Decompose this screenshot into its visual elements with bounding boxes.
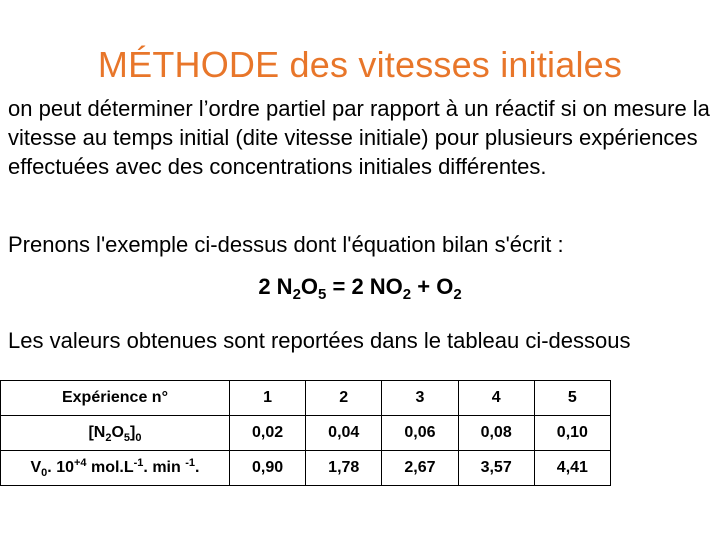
header-label-cell: Expérience n° [1, 381, 230, 416]
equation-subscript: 5 [318, 286, 327, 303]
concentration-cell: 0,04 [306, 416, 382, 451]
speed-cell: 2,67 [382, 451, 458, 486]
equation-part: 2 N [258, 274, 293, 299]
intro-paragraph: on peut déterminer l’ordre partiel par rapport à un réactif si on mesure la vitesse au temps initial (dite vitesse initiale) pour plusieurs expériences effectuées avec des concentrations initiales différentes. [8, 96, 710, 179]
label-part: . min [143, 459, 186, 476]
label-superscript: -1 [185, 457, 195, 469]
concentration-cell: 0,06 [382, 416, 458, 451]
example-paragraph: Prenons l'exemple ci-dessus dont l'équation bilan s'écrit : [8, 232, 564, 257]
table-row-experiment [1, 381, 611, 416]
label-subscript: 0 [41, 467, 48, 479]
concentration-cell: 0,02 [229, 416, 305, 451]
equation-subscript: 2 [453, 286, 462, 303]
label-subscript: 0 [135, 432, 142, 444]
equation-part: = 2 NO [326, 274, 403, 299]
reaction-equation [0, 274, 720, 303]
equation-part: + O [411, 274, 454, 299]
concentration-cell: 0,10 [534, 416, 610, 451]
speed-cell: 4,41 [534, 451, 610, 486]
label-subscript: 2 [105, 432, 112, 444]
experiment-number-cell: 3 [382, 381, 458, 416]
label-part: mol.L [86, 459, 134, 476]
table-row-concentration [1, 416, 611, 451]
experiment-number-cell: 2 [306, 381, 382, 416]
label-superscript: +4 [73, 457, 87, 469]
speed-cell: 0,90 [229, 451, 305, 486]
concentration-cell: 0,08 [458, 416, 534, 451]
label-part: O [111, 424, 124, 441]
experiment-number-cell: 1 [229, 381, 305, 416]
label-part: [N [88, 424, 106, 441]
values-paragraph: Les valeurs obtenues sont reportées dans le tableau ci-dessous [8, 328, 631, 353]
label-superscript: -1 [133, 457, 144, 469]
table-row-speed [1, 451, 611, 486]
experiment-number-cell: 5 [534, 381, 610, 416]
slide-title: MÉTHODE des vitesses initiales [97, 44, 623, 85]
equation-subscript: 2 [402, 286, 412, 303]
speed-cell: 1,78 [306, 451, 382, 486]
speed-cell: 3,57 [458, 451, 534, 486]
label-subscript: 5 [123, 432, 131, 444]
concentration-label-cell [1, 416, 230, 451]
equation-subscript: 2 [292, 286, 301, 303]
equation-part: O [300, 274, 319, 299]
experiments-table [0, 380, 611, 486]
label-part: . [194, 459, 200, 476]
label-part: ] [130, 424, 136, 441]
experiment-number-cell: 4 [458, 381, 534, 416]
speed-label-cell [1, 451, 230, 486]
label-part: . 10 [47, 459, 74, 476]
label-part: V [30, 459, 42, 476]
